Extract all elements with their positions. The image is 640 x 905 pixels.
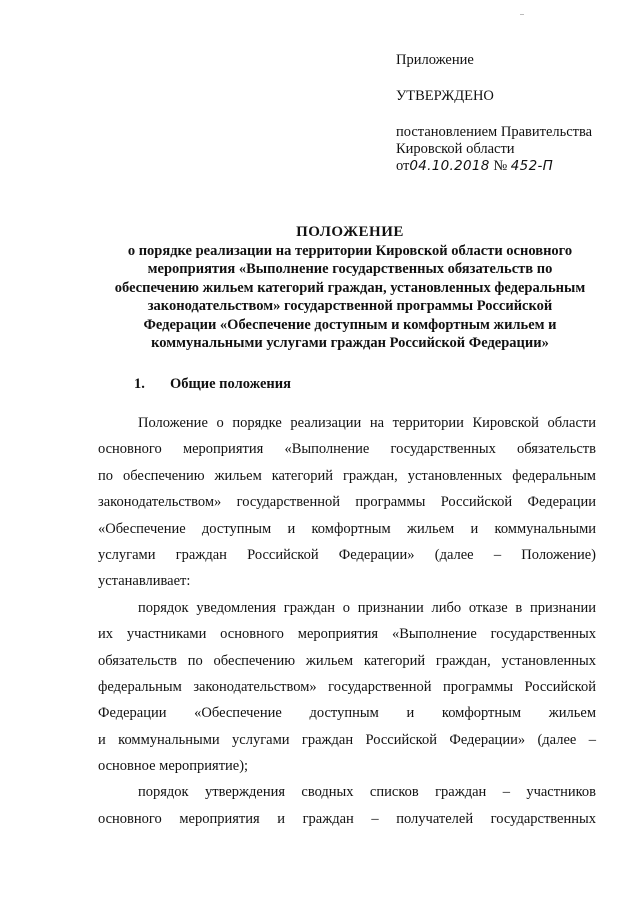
number-handwritten: 452-П bbox=[510, 158, 554, 174]
paragraph-line: порядок утверждения сводных списков граждан – участников bbox=[138, 784, 596, 801]
paragraph-line: основного мероприятия «Выполнение государственных обязательств bbox=[98, 441, 596, 458]
date-handwritten: 04.10.2018 bbox=[409, 158, 490, 174]
approval-line-2: Кировской области bbox=[396, 141, 515, 157]
paragraph-line: «Обеспечение доступным и комфортным жильем и коммунальными bbox=[98, 520, 596, 537]
title-line: о порядке реализации на территории Кировской области основного bbox=[127, 242, 573, 259]
section-number: 1. bbox=[134, 376, 145, 392]
section-title: Общие положения bbox=[170, 376, 291, 392]
paragraph-line: федеральным законодательством» государственной программы Российской bbox=[98, 678, 596, 695]
approval-block bbox=[396, 52, 626, 175]
paragraph-line: их участниками основного мероприятия «Выполнение государственных bbox=[98, 626, 596, 643]
title-heading: ПОЛОЖЕНИЕ bbox=[296, 224, 404, 240]
paragraph-line: и коммунальными услугами граждан Российской Федерации» (далее – bbox=[98, 731, 596, 748]
title-line: мероприятия «Выполнение государственных обязательств по bbox=[147, 261, 553, 277]
title-line: коммунальными услугами граждан Российской Федерации» bbox=[151, 335, 549, 351]
approved-label: УТВЕРЖДЕНО bbox=[396, 88, 494, 104]
paragraph-line: обязательств по обеспечению жильем категорий граждан, установленных bbox=[98, 652, 596, 669]
title-line: законодательством» государственной программы Российской bbox=[147, 298, 553, 314]
paragraph-line: услугами граждан Российской Федерации» (далее – Положение) bbox=[98, 546, 596, 563]
approval-date-line bbox=[396, 158, 626, 175]
approval-line-1: постановлением Правительства bbox=[396, 124, 593, 140]
section-heading bbox=[134, 375, 291, 393]
title-line: обеспечению жильем категорий граждан, установленных федеральным bbox=[114, 279, 586, 296]
number-prefix: № bbox=[493, 158, 508, 174]
paragraph-line: устанавливает: bbox=[98, 573, 191, 590]
document-title bbox=[80, 223, 620, 353]
paragraph-line: основное мероприятие); bbox=[98, 758, 249, 775]
paragraph-line: законодательством» государственной программы Российской Федерации bbox=[98, 494, 596, 511]
paragraph-line: Федерации «Обеспечение доступным и комфортным жильем bbox=[98, 705, 596, 722]
paragraph-line: основного мероприятия и граждан – получателей государственных bbox=[98, 810, 596, 827]
paragraph-line: порядок уведомления граждан о признании либо отказе в признании bbox=[138, 599, 596, 616]
title-line: Федерации «Обеспечение доступным и комфортным жильем и bbox=[143, 316, 557, 333]
body-text bbox=[98, 410, 596, 832]
appendix-label: Приложение bbox=[396, 52, 474, 68]
paragraph-line: по обеспечению жильем категорий граждан, установленных федеральным bbox=[98, 467, 596, 484]
date-prefix: от bbox=[396, 158, 410, 174]
paragraph-line: Положение о порядке реализации на территории Кировской области bbox=[138, 415, 596, 431]
scan-mark bbox=[520, 14, 524, 15]
